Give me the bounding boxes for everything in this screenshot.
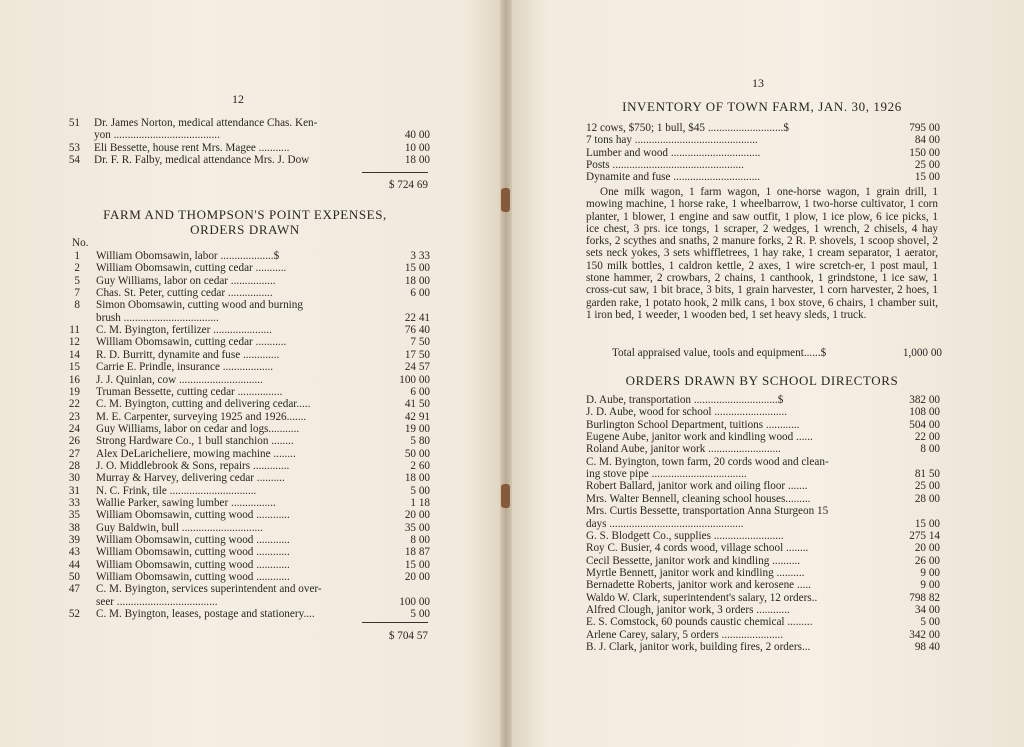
order-row — [58, 571, 430, 583]
entry-description: William Obomsawin, cutting wood ............ — [96, 509, 290, 522]
entry-description: William Obomsawin, cutting cedar ........... — [96, 262, 287, 275]
entry-amount: 41 50 — [404, 398, 430, 411]
entry-description: Roy C. Busier, 4 cords wood, village school ........ — [586, 542, 809, 555]
entry-description: Guy Williams, labor on cedar ................ — [96, 274, 276, 287]
order-number: 16 — [68, 373, 80, 386]
entry-amount: 25 00 — [914, 480, 940, 493]
entry-amount: 1 18 — [410, 497, 430, 509]
school-order-row — [586, 542, 940, 554]
entry-description: Myrtle Bennett, janitor work and kindling .......... — [586, 566, 805, 579]
entry-amount: 18 87 — [404, 546, 430, 559]
entry-description: 12 cows, $750; 1 bull, $45 ...........................$ — [586, 122, 789, 134]
entry-amount: 18 00 — [404, 153, 430, 166]
entry-amount: 795 00 — [909, 122, 940, 134]
school-order-row — [586, 629, 940, 641]
order-number: 7 — [74, 287, 80, 300]
entry-description: Arlene Carey, salary, 5 orders ...................... — [586, 628, 784, 641]
school-order-row — [586, 480, 940, 492]
order-number: 28 — [68, 459, 80, 472]
entry-amount: 5 00 — [410, 484, 430, 497]
staple-bottom — [501, 484, 510, 508]
school-order-row — [586, 641, 940, 653]
entry-description: Roland Aube, janitor work .......................... — [586, 443, 781, 456]
school-order-row — [586, 616, 940, 628]
entry-amount: 15 00 — [404, 558, 430, 571]
school-order-row — [586, 456, 940, 468]
order-number: 54 — [68, 153, 80, 166]
entry-amount: 798 82 — [909, 591, 940, 604]
school-order-row — [586, 592, 940, 604]
entry-description: 7 tons hay ............................................ — [586, 134, 758, 147]
school-order-row — [586, 505, 940, 517]
order-number: 14 — [68, 348, 80, 361]
entry-amount: 42 91 — [404, 410, 430, 423]
order-row — [58, 509, 430, 521]
order-row — [58, 361, 430, 373]
entry-description: Simon Obomsawin, cutting wood and burning — [96, 299, 303, 312]
entry-description: Guy Baldwin, bull ............................. — [96, 521, 263, 534]
entry-amount: 100 00 — [399, 595, 430, 608]
order-row — [58, 262, 430, 274]
entry-amount: 5 80 — [410, 435, 430, 448]
entry-description: J. J. Quinlan, cow .............................. — [96, 373, 263, 386]
order-number: 53 — [68, 141, 80, 154]
order-number: 22 — [68, 398, 80, 411]
entry-description: Guy Williams, labor on cedar and logs........... — [96, 422, 300, 435]
school-order-row — [586, 394, 940, 406]
order-row — [58, 485, 430, 497]
ledger-entry — [58, 129, 430, 141]
order-number: 5 — [74, 274, 80, 287]
entry-amount: 10 00 — [404, 141, 430, 154]
page-number-right: 13 — [752, 76, 764, 90]
school-order-row — [586, 419, 940, 431]
school-order-row — [586, 406, 940, 418]
staple-top — [501, 188, 510, 212]
inventory-row — [586, 134, 940, 146]
entry-description: Posts ............................................... — [586, 158, 744, 171]
order-number: 2 — [74, 262, 80, 275]
entry-amount: 98 40 — [914, 641, 940, 653]
entry-description: William Obomsawin, cutting wood ............ — [96, 546, 290, 559]
order-row — [58, 583, 430, 595]
order-row — [58, 423, 430, 435]
entry-description: M. E. Carpenter, surveying 1925 and 1926....... — [96, 410, 307, 423]
entry-description: B. J. Clark, janitor work, building fires, 2 orders... — [586, 641, 811, 653]
entry-amount: 22 00 — [914, 431, 940, 444]
entry-amount: 342 00 — [909, 628, 940, 641]
total-amount: $ 704 57 — [388, 630, 428, 642]
entry-amount: 5 00 — [410, 608, 430, 621]
ledger-entry — [58, 117, 430, 129]
entry-description: yon ...................................... — [94, 129, 220, 142]
order-number: 23 — [68, 410, 80, 423]
entry-amount: 5 00 — [920, 616, 940, 629]
order-row — [58, 534, 430, 546]
entry-amount: 24 57 — [404, 361, 430, 374]
order-row — [58, 546, 430, 558]
school-order-row — [586, 493, 940, 505]
entry-description: William Obomsawin, cutting wood ............ — [96, 571, 290, 584]
entry-amount: 8 00 — [410, 534, 430, 547]
entry-description: Waldo W. Clark, superintendent's salary, 12 orders.. — [586, 591, 818, 604]
order-row — [58, 299, 430, 311]
entry-description: Mrs. Walter Bennell, cleaning school houses......... — [586, 492, 811, 505]
entry-description: William Obomsawin, cutting wood ............ — [96, 534, 290, 547]
entry-description: Chas. St. Peter, cutting cedar ................ — [96, 287, 273, 300]
inventory-row — [586, 147, 940, 159]
entry-description: Bernadette Roberts, janitor work and kerosene ..... — [586, 579, 811, 592]
entry-description: E. S. Comstock, 60 pounds caustic chemical ......... — [586, 616, 813, 629]
order-number: 50 — [68, 571, 80, 584]
entry-description: Mrs. Curtis Bessette, transportation Anna Sturgeon 15 — [586, 505, 829, 518]
order-row — [58, 349, 430, 361]
entry-description: N. C. Frink, tile ............................... — [96, 484, 257, 497]
entry-description: Cecil Bessette, janitor work and kindling .......... — [586, 554, 801, 567]
inventory-title: INVENTORY OF TOWN FARM, JAN. 30, 1926 — [622, 99, 902, 114]
entry-description: Wallie Parker, sawing lumber ................ — [96, 497, 276, 509]
entry-amount: 50 00 — [404, 447, 430, 460]
entry-amount: 504 00 — [909, 418, 940, 431]
school-order-row — [586, 468, 940, 480]
entry-description: C. M. Byington, leases, postage and stationery.... — [96, 608, 315, 621]
entry-description: J. D. Aube, wood for school .......................... — [586, 406, 788, 419]
entry-amount: 2 60 — [410, 459, 430, 472]
entry-amount: 35 00 — [404, 521, 430, 534]
order-row — [58, 287, 430, 299]
order-number: 44 — [68, 558, 80, 571]
entry-description: C. M. Byington, cutting and delivering cedar..... — [96, 398, 311, 411]
entry-amount: 26 00 — [914, 554, 940, 567]
order-row — [58, 386, 430, 398]
entry-description: Dynamite and fuse ............................... — [586, 171, 761, 184]
entry-amount: 18 00 — [404, 274, 430, 287]
ledger-entry — [58, 154, 430, 166]
order-number: 11 — [69, 324, 80, 337]
entry-description: Eugene Aube, janitor work and kindling wood ...... — [586, 431, 813, 444]
entry-amount: 382 00 — [909, 394, 940, 406]
entry-amount: 6 00 — [410, 385, 430, 398]
entry-description: days ................................................ — [586, 517, 744, 530]
order-number: 27 — [68, 447, 80, 460]
order-number: 8 — [74, 299, 80, 312]
subtotal-rule — [362, 172, 428, 173]
entry-amount: 40 00 — [404, 129, 430, 142]
entry-amount: 19 00 — [404, 422, 430, 435]
number-column-header: No. — [72, 237, 89, 249]
inventory-row — [586, 122, 940, 134]
entry-description: William Obomsawin, cutting wood ............ — [96, 558, 290, 571]
order-row — [58, 472, 430, 484]
entry-amount: 8 00 — [920, 443, 940, 456]
entry-description: Lumber and wood ................................ — [586, 146, 761, 159]
school-order-row — [586, 518, 940, 530]
entry-amount: 84 00 — [914, 134, 940, 147]
order-number: 38 — [68, 521, 80, 534]
inventory-total-label: Total appraised value, tools and equipment......$ — [612, 347, 827, 359]
entry-description: C. M. Byington, fertilizer ..................... — [96, 324, 272, 337]
order-row — [58, 435, 430, 447]
right-page — [506, 0, 1024, 747]
order-number: 26 — [68, 435, 80, 448]
entry-description: seer .................................... — [96, 595, 218, 608]
entry-description: C. M. Byington, town farm, 20 cords wood and clean- — [586, 455, 829, 468]
entry-amount: 20 00 — [914, 542, 940, 555]
order-row — [58, 398, 430, 410]
order-number: 35 — [68, 509, 80, 522]
entry-amount: 6 00 — [410, 287, 430, 300]
order-row — [58, 374, 430, 386]
school-order-row — [586, 443, 940, 455]
entry-description: William Obomsawin, labor ...................$ — [96, 250, 280, 262]
order-row — [58, 448, 430, 460]
inventory-row — [586, 171, 940, 183]
order-row — [58, 336, 430, 348]
entry-amount: 22 41 — [404, 311, 430, 324]
entry-amount: 100 00 — [399, 373, 430, 386]
order-number: 24 — [68, 422, 80, 435]
entry-amount: 108 00 — [909, 406, 940, 419]
entry-description: R. D. Burritt, dynamite and fuse ............. — [96, 348, 280, 361]
school-order-row — [586, 567, 940, 579]
entry-amount: 81 50 — [914, 468, 940, 481]
inventory-paragraph: One milk wagon, 1 farm wagon, 1 one-horse wagon, 1 grain drill, 1 mowing machine, 1 horse rake, 1 wheelbarrow, 1 two-horse cultivator, 1 corn planter, 1 blower, 1 engine and saw outfit, 1 plow, 1 ice plow, 6 ice picks, 1 ice chest, 3 prs. ice tongs, 1 scraper, 2 wedges, 1 wrench, 2 chisels, 4 hay forks, 2 scythes and snaths, 2 manure forks, 2 R. P. shovels, 1 scoop shovel, 2 sets neck yokes, 3 sets whiffletrees, 1 hay rake, 1 cream separator, 1 aerator, 150 milk bottles, 1 caldron kettle, 2 axes, 1 wire scretch-er, 1 post maul, 1 stone hammer, 2 crowbars, 2 chains, 1 canthook, 1 grindstone, 1 ice saw, 1 cross-cut saw, 1 bit brace, 3 bits, 1 grain harvester, 1 corn harvester, 2 hoes, 1 garden rake, 1 potato hook, 2 milk cans, 1 box stove, 6 chairs, 1 chamber suit, 1 iron bed, 1 weeder, 1 wooden bed, 1 set heavy sleds, 1 truck. — [586, 186, 938, 321]
entry-description: Dr. F. R. Falby, medical attendance Mrs. J. Dow — [94, 153, 310, 166]
entry-description: J. O. Middlebrook & Sons, repairs ............. — [96, 459, 290, 472]
book-gutter — [500, 0, 512, 747]
entry-amount: 20 00 — [404, 571, 430, 584]
order-number: 47 — [68, 583, 80, 596]
entry-description: William Obomsawin, cutting cedar ........... — [96, 336, 287, 349]
entry-amount: 150 00 — [909, 146, 940, 159]
order-number: 33 — [68, 497, 80, 509]
order-row — [58, 596, 430, 608]
inventory-total-amount: 1,000 00 — [902, 347, 942, 359]
entry-amount: 28 00 — [914, 492, 940, 505]
section-title-orders: ORDERS DRAWN — [190, 222, 300, 237]
order-row — [58, 411, 430, 423]
entry-amount: 17 50 — [404, 348, 430, 361]
entry-amount: 9 00 — [920, 566, 940, 579]
entry-description: Robert Ballard, janitor work and oiling floor ....... — [586, 480, 808, 493]
order-number: 52 — [68, 608, 80, 621]
entry-description: D. Aube, transportation ..............................$ — [586, 394, 784, 406]
entry-description: Burlington School Department, tuitions ............ — [586, 418, 800, 431]
entry-amount: 15 00 — [404, 262, 430, 275]
ledger-entry — [58, 142, 430, 154]
entry-amount: 20 00 — [404, 509, 430, 522]
entry-description: Truman Bessette, cutting cedar ................ — [96, 385, 283, 398]
subtotal-amount: $ 724 69 — [388, 179, 428, 191]
entry-amount: 18 00 — [404, 472, 430, 485]
entry-amount: 25 00 — [914, 158, 940, 171]
section-title-farm: FARM AND THOMPSON'S POINT EXPENSES, — [103, 207, 387, 222]
entry-amount: 9 00 — [920, 579, 940, 592]
entry-amount: 15 00 — [914, 517, 940, 530]
entry-description: Alex DeLaricheliere, mowing machine ........ — [96, 447, 296, 460]
left-page — [0, 0, 506, 747]
order-row — [58, 522, 430, 534]
entry-amount: 15 00 — [914, 171, 940, 184]
order-number: 31 — [68, 484, 80, 497]
entry-description: brush .................................. — [96, 311, 219, 324]
order-number: 43 — [68, 546, 80, 559]
school-order-row — [586, 555, 940, 567]
entry-description: Murray & Harvey, delivering cedar .......... — [96, 472, 285, 485]
entry-description: G. S. Blodgett Co., supplies ......................... — [586, 529, 784, 542]
page-number-left: 12 — [232, 92, 244, 106]
order-number: 19 — [68, 385, 80, 398]
entry-description: C. M. Byington, services superintendent and over- — [96, 583, 322, 596]
entry-description: Dr. James Norton, medical attendance Chas. Ken- — [94, 117, 318, 129]
school-order-row — [586, 579, 940, 591]
order-number: 39 — [68, 534, 80, 547]
order-row — [58, 608, 430, 620]
order-row — [58, 460, 430, 472]
school-order-row — [586, 604, 940, 616]
order-number: 51 — [68, 117, 80, 129]
order-number: 15 — [68, 361, 80, 374]
entry-description: Alfred Clough, janitor work, 3 orders ............ — [586, 603, 790, 616]
entry-description: Carrie E. Prindle, insurance .................. — [96, 361, 274, 374]
entry-amount: 3 33 — [410, 250, 430, 262]
order-row — [58, 312, 430, 324]
order-row — [58, 559, 430, 571]
order-row — [58, 250, 430, 262]
school-order-row — [586, 431, 940, 443]
entry-description: ing stove pipe .................................. — [586, 468, 747, 481]
school-directors-title: ORDERS DRAWN BY SCHOOL DIRECTORS — [625, 373, 899, 388]
entry-amount: 34 00 — [914, 603, 940, 616]
entry-amount: 76 40 — [404, 324, 430, 337]
order-row — [58, 275, 430, 287]
entry-amount: 7 50 — [410, 336, 430, 349]
order-row — [58, 497, 430, 509]
entry-amount: 275 14 — [909, 529, 940, 542]
inventory-total-row — [612, 347, 942, 359]
entry-description: Eli Bessette, house rent Mrs. Magee ........... — [94, 141, 290, 154]
entry-description: Strong Hardware Co., 1 bull stanchion ........ — [96, 435, 294, 448]
school-order-row — [586, 530, 940, 542]
total-rule — [362, 622, 428, 623]
order-number: 1 — [74, 250, 80, 262]
order-row — [58, 324, 430, 336]
order-number: 12 — [68, 336, 80, 349]
inventory-row — [586, 159, 940, 171]
order-number: 30 — [68, 472, 80, 485]
